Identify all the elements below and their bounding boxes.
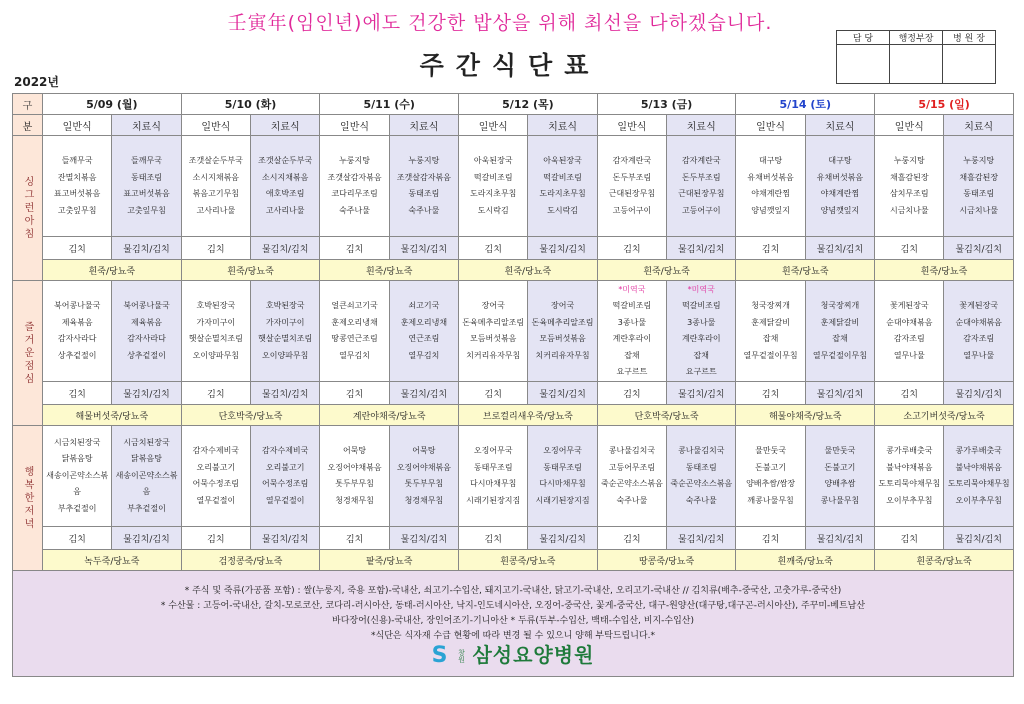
general-menu-cell: 꽃게된장국 순대야채볶음 감자조림 열무나물 <box>875 281 944 382</box>
meal-name: 싱그런아침 <box>13 136 43 281</box>
general-menu-cell: 어묵탕 오징어야채볶음 톳두부무침 청경채무침 <box>320 426 389 527</box>
logo-name: 삼성요양병원 <box>472 643 595 667</box>
meal-name: 행복한저녁 <box>13 426 43 571</box>
kimchi-cell: 김치 <box>320 527 389 550</box>
porridge-cell: 소고기버섯죽/당뇨죽 <box>875 405 1014 426</box>
diet-menu-cell: 호박된장국 가자미구이 햇살순멸치조림 오이양파무침 <box>251 281 320 382</box>
page-title: 주간식단표 <box>419 51 601 80</box>
porridge-cell: 해물버섯죽/당뇨죽 <box>43 405 182 426</box>
kimchi-cell: 물김치/김치 <box>528 527 597 550</box>
kimchi-cell: 물김치/김치 <box>389 237 458 260</box>
general-diet-label: 일반식 <box>43 115 112 136</box>
gubun-label: 구 <box>13 94 43 115</box>
kimchi-cell: 물김치/김치 <box>528 237 597 260</box>
kimchi-cell: 물김치/김치 <box>667 382 736 405</box>
year-label: 2022년 <box>14 75 59 89</box>
kimchi-cell: 김치 <box>181 237 250 260</box>
kimchi-cell: 김치 <box>875 382 944 405</box>
kimchi-cell: 물김치/김치 <box>944 527 1014 550</box>
diet-menu-cell: 물만둣국 돈불고기 양배추쌈 콩나물무침 <box>805 426 874 527</box>
kimchi-cell: 물김치/김치 <box>944 237 1014 260</box>
kimchi-cell: 물김치/김치 <box>112 527 181 550</box>
porridge-cell: 계란야채죽/당뇨죽 <box>320 405 459 426</box>
kimchi-cell: 물김치/김치 <box>251 527 320 550</box>
kimchi-cell: 물김치/김치 <box>805 527 874 550</box>
general-menu-cell: 누룽지탕 조갯살감자볶음 코다리무조림 숙주나물 <box>320 136 389 237</box>
porridge-cell: 흰죽/당뇨죽 <box>181 260 320 281</box>
approval-sign-cell[interactable] <box>943 45 996 84</box>
general-menu-cell: 장어국 돈육메추리알조림 모듬버섯볶음 치커리유자무침 <box>459 281 528 382</box>
general-menu-cell: *미역국 떡갈비조림 3종나물 계란후라이 잡채 요구르트 <box>597 281 666 382</box>
logo-city: 창원 <box>457 648 466 663</box>
kimchi-cell: 김치 <box>597 382 666 405</box>
approval-label: 담 당 <box>837 31 890 45</box>
general-menu-cell: 감자계란국 돈두부조림 근대된장무침 고등어구이 <box>597 136 666 237</box>
therapeutic-diet-label: 치료식 <box>112 115 181 136</box>
kimchi-cell: 김치 <box>597 237 666 260</box>
weekly-menu-table <box>12 93 1014 677</box>
kimchi-cell: 물김치/김치 <box>528 382 597 405</box>
porridge-cell: 흰콩죽/당뇨죽 <box>875 550 1014 571</box>
diet-menu-cell: 꽃게된장국 순대야채볶음 감자조림 열무나물 <box>944 281 1014 382</box>
note-line: * 주식 및 죽류(가공품 포함) : 쌀(누룽지, 죽용 포함)-국내산, 쇠고기-수입산, 돼지고기-국내산, 닭고기-국내산, 오리고기-국내산 // 김치류(배추-중국산, 고춧가루-중국산) <box>184 586 842 596</box>
porridge-cell: 흰깨죽/당뇨죽 <box>736 550 875 571</box>
kimchi-cell: 김치 <box>875 527 944 550</box>
general-menu-cell: 대구탕 유채버섯볶음 야채계란찜 양념깻잎지 <box>736 136 805 237</box>
porridge-cell: 흰죽/당뇨죽 <box>320 260 459 281</box>
general-diet-label: 일반식 <box>597 115 666 136</box>
meal-name: 즐거운점심 <box>13 281 43 426</box>
day-header: 5/10 (화) <box>181 94 320 115</box>
kimchi-cell: 물김치/김치 <box>251 237 320 260</box>
general-menu-cell: 조갯살순두부국 소시지채볶음 볶음고기무침 고사리나물 <box>181 136 250 237</box>
kimchi-cell: 김치 <box>597 527 666 550</box>
kimchi-cell: 김치 <box>181 527 250 550</box>
diet-menu-cell: 감자수제비국 오리불고기 어묵수정조림 열무겉절이 <box>251 426 320 527</box>
diet-menu-cell: 어묵탕 오징어야채볶음 톳두부무침 청경채무침 <box>389 426 458 527</box>
general-menu-cell: 시금치된장국 닭볶음탕 새송이곤약소스볶음 부추겉절이 <box>43 426 112 527</box>
general-diet-label: 일반식 <box>875 115 944 136</box>
porridge-cell: 팥죽/당뇨죽 <box>320 550 459 571</box>
general-diet-label: 일반식 <box>736 115 805 136</box>
diet-menu-cell: 콩가루배춧국 불낙야채볶음 도토리묵야채무침 오이부추무침 <box>944 426 1014 527</box>
therapeutic-diet-label: 치료식 <box>389 115 458 136</box>
therapeutic-diet-label: 치료식 <box>251 115 320 136</box>
porridge-cell: 흰죽/당뇨죽 <box>459 260 598 281</box>
kimchi-cell: 물김치/김치 <box>112 382 181 405</box>
kimchi-cell: 김치 <box>736 237 805 260</box>
kimchi-cell: 김치 <box>43 527 112 550</box>
kimchi-cell: 김치 <box>43 237 112 260</box>
porridge-cell: 단호박죽/당뇨죽 <box>597 405 736 426</box>
porridge-cell: 흰죽/당뇨죽 <box>736 260 875 281</box>
diet-menu-cell: 북어콩나물국 제육볶음 감자사라다 상추겉절이 <box>112 281 181 382</box>
general-menu-cell: 얼큰쇠고기국 훈제오리냉채 땅콩연근조림 열무김치 <box>320 281 389 382</box>
porridge-cell: 브로컬리새우죽/당뇨죽 <box>459 405 598 426</box>
diet-menu-cell: 아욱된장국 떡갈비조림 도라지초무침 도시락김 <box>528 136 597 237</box>
approval-sign-cell[interactable] <box>890 45 943 84</box>
kimchi-cell: 물김치/김치 <box>667 527 736 550</box>
kimchi-cell: 물김치/김치 <box>251 382 320 405</box>
general-diet-label: 일반식 <box>181 115 250 136</box>
kimchi-cell: 물김치/김치 <box>667 237 736 260</box>
approval-label: 병 원 장 <box>943 31 996 45</box>
general-menu-cell: 호박된장국 가자미구이 햇살순멸치조림 오이양파무침 <box>181 281 250 382</box>
day-header: 5/15 (일) <box>875 94 1014 115</box>
general-menu-cell: 오징어무국 동태무조림 다시마채무침 시래기된장지짐 <box>459 426 528 527</box>
kimchi-cell: 물김치/김치 <box>389 527 458 550</box>
diet-menu-cell: 쇠고기국 훈제오리냉채 연근조림 열무김치 <box>389 281 458 382</box>
day-header: 5/11 (수) <box>320 94 459 115</box>
general-menu-cell: 물만둣국 돈불고기 양배추쌈/쌈장 깨콩나물무침 <box>736 426 805 527</box>
general-diet-label: 일반식 <box>320 115 389 136</box>
logo-mark-icon: S <box>431 643 448 668</box>
porridge-cell: 흰죽/당뇨죽 <box>875 260 1014 281</box>
origin-notes <box>13 571 1014 677</box>
kimchi-cell: 김치 <box>459 237 528 260</box>
diet-menu-cell: 감자계란국 돈두부조림 근대된장무침 고등어구이 <box>667 136 736 237</box>
therapeutic-diet-label: 치료식 <box>805 115 874 136</box>
diet-menu-cell: 콩나물김치국 동태조림 죽순곤약소스볶음 숙주나물 <box>667 426 736 527</box>
kimchi-cell: 김치 <box>459 382 528 405</box>
general-menu-cell: 청국장찌개 훈제닭갈비 잡채 열무겉절이무침 <box>736 281 805 382</box>
kimchi-cell: 김치 <box>736 382 805 405</box>
diet-menu-cell: 누룽지탕 조갯살감자볶음 동태조림 숙주나물 <box>389 136 458 237</box>
porridge-cell: 흰죽/당뇨죽 <box>597 260 736 281</box>
therapeutic-diet-label: 치료식 <box>528 115 597 136</box>
kimchi-cell: 물김치/김치 <box>805 382 874 405</box>
general-menu-cell: 아욱된장국 떡갈비조림 도라지초무침 도시락김 <box>459 136 528 237</box>
note-line: 바다장어(신용)-국내산, 장인어조기-기니아산 * 두류(두부-수입산, 백태-수입산, 비지-수입산) <box>332 616 694 626</box>
slogan: 壬寅年(임인년)에도 건강한 밥상을 위해 최선을 다하겠습니다. <box>227 12 773 34</box>
kimchi-cell: 김치 <box>43 382 112 405</box>
porridge-cell: 단호박죽/당뇨죽 <box>181 405 320 426</box>
day-header: 5/13 (금) <box>597 94 736 115</box>
approval-sign-cell[interactable] <box>837 45 890 84</box>
diet-menu-cell: 장어국 돈육메추리알조림 모듬버섯볶음 치커리유자무침 <box>528 281 597 382</box>
diet-menu-cell: 조갯살순두부국 소시지채볶음 애호박조림 고사리나물 <box>251 136 320 237</box>
porridge-cell: 검정콩죽/당뇨죽 <box>181 550 320 571</box>
diet-menu-cell: *미역국 떡갈비조림 3종나물 계란후라이 잡채 요구르트 <box>667 281 736 382</box>
gubun-label-2: 분 <box>13 115 43 136</box>
kimchi-cell: 김치 <box>875 237 944 260</box>
porridge-cell: 해물야채죽/당뇨죽 <box>736 405 875 426</box>
general-menu-cell: 들깨무국 잔멸치볶음 표고버섯볶음 고춧잎무침 <box>43 136 112 237</box>
approval-box <box>836 30 996 84</box>
general-menu-cell: 누룽지탕 채흘감된장 삼치무조림 시금치나물 <box>875 136 944 237</box>
approval-label: 행정부장 <box>890 31 943 45</box>
kimchi-cell: 물김치/김치 <box>805 237 874 260</box>
diet-menu-cell: 오징어무국 동태무조림 다시마채무침 시래기된장지짐 <box>528 426 597 527</box>
note-line: * 수산물 : 고등어-국내산, 갈치-모로코산, 코다리-러시아산, 동태-러시아산, 낙지-인도네시아산, 오징어-중국산, 꽃게-중국산, 대구-원양산(대구탕,대구곤-러시아산), 주꾸미-베트남산 <box>160 601 866 611</box>
day-header: 5/12 (목) <box>459 94 598 115</box>
day-header: 5/14 (토) <box>736 94 875 115</box>
kimchi-cell: 김치 <box>320 237 389 260</box>
therapeutic-diet-label: 치료식 <box>944 115 1014 136</box>
kimchi-cell: 김치 <box>320 382 389 405</box>
diet-menu-cell: 대구탕 유채버섯볶음 야채계란찜 양념깻잎지 <box>805 136 874 237</box>
general-menu-cell: 콩나물김치국 고등어무조림 죽순곤약소스볶음 숙주나물 <box>597 426 666 527</box>
porridge-cell: 흰콩죽/당뇨죽 <box>459 550 598 571</box>
kimchi-cell: 물김치/김치 <box>944 382 1014 405</box>
therapeutic-diet-label: 치료식 <box>667 115 736 136</box>
kimchi-cell: 물김치/김치 <box>389 382 458 405</box>
general-menu-cell: 콩가루배춧국 불낙야채볶음 도토리묵야채무침 오이부추무침 <box>875 426 944 527</box>
kimchi-cell: 김치 <box>181 382 250 405</box>
diet-menu-cell: 시금치된장국 닭볶음탕 새송이곤약소스볶음 부추겉절이 <box>112 426 181 527</box>
kimchi-cell: 김치 <box>736 527 805 550</box>
hospital-logo <box>13 643 1013 668</box>
diet-menu-cell: 누룽지탕 채흘감된장 동태조림 시금치나물 <box>944 136 1014 237</box>
diet-menu-cell: 청국장찌개 훈제닭갈비 잡채 열무겉절이무침 <box>805 281 874 382</box>
porridge-cell: 땅콩죽/당뇨죽 <box>597 550 736 571</box>
day-header: 5/09 (월) <box>43 94 182 115</box>
porridge-cell: 흰죽/당뇨죽 <box>43 260 182 281</box>
porridge-cell: 녹두죽/당뇨죽 <box>43 550 182 571</box>
general-menu-cell: 북어콩나물국 제육볶음 감자사라다 상추겉절이 <box>43 281 112 382</box>
kimchi-cell: 김치 <box>459 527 528 550</box>
diet-menu-cell: 들깨무국 동태조림 표고버섯볶음 고춧잎무침 <box>112 136 181 237</box>
general-diet-label: 일반식 <box>459 115 528 136</box>
kimchi-cell: 물김치/김치 <box>112 237 181 260</box>
general-menu-cell: 감자수제비국 오리불고기 어묵수정조림 열무겉절이 <box>181 426 250 527</box>
note-line: *식단은 식자재 수급 현황에 따라 변경 될 수 있으니 양해 부탁드립니다.* <box>371 631 655 641</box>
